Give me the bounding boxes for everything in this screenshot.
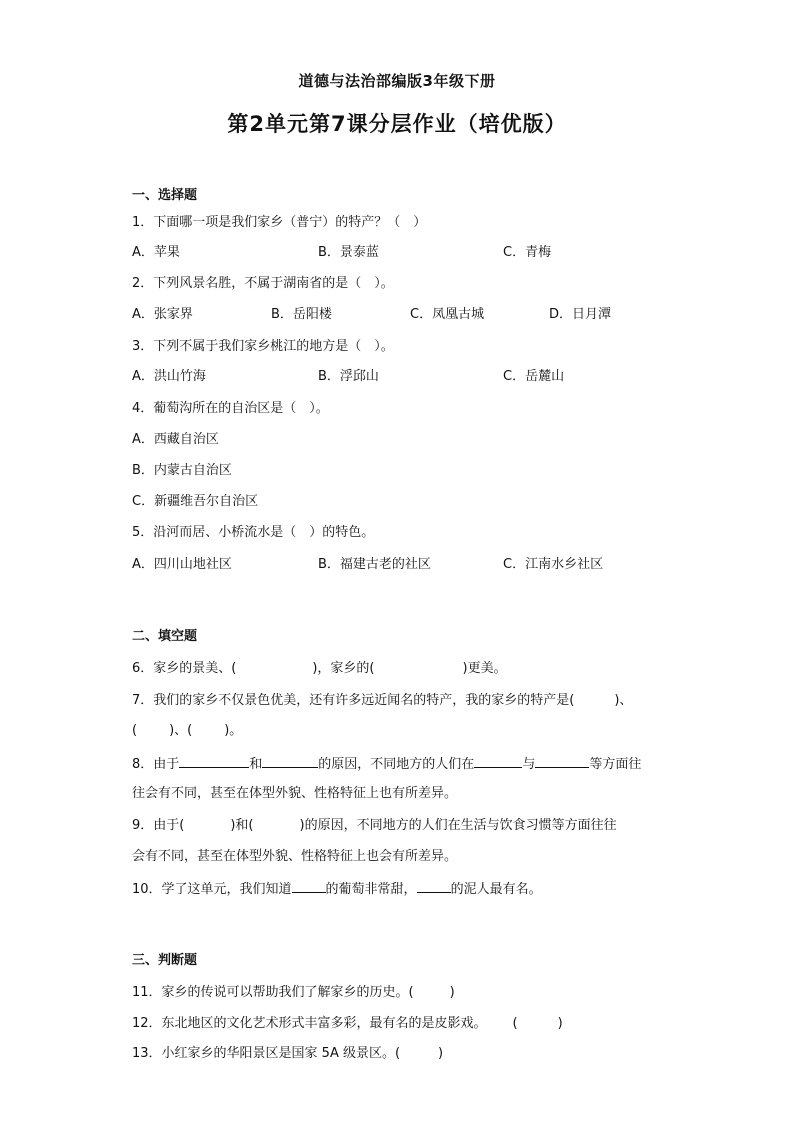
q7-text-1: 7．我们的家乡不仅景色优美，还有许多远近闻名的特产，我的家乡的特产是(	[132, 693, 575, 708]
q8-blank-3[interactable]	[474, 754, 522, 768]
q7-text-5: )。	[224, 723, 243, 738]
q8-blank-1[interactable]	[179, 754, 249, 768]
question-5: 5．沿河而居、小桥流水是（ ）的特色。	[132, 525, 375, 540]
question-13	[132, 1045, 443, 1063]
q1-option-a: A．苹果	[132, 245, 180, 260]
q4-option-a: A．西藏自治区	[132, 432, 219, 447]
q12-text-3: )	[557, 1016, 563, 1031]
question-9-line-1	[132, 817, 617, 835]
q2-option-d: D．日月潭	[549, 307, 612, 322]
question-4: 4．葡萄沟所在的自治区是（ ）。	[132, 401, 329, 416]
q8-text-1: 8．由于	[132, 757, 180, 772]
question-6	[132, 660, 507, 678]
q8-blank-2[interactable]	[262, 754, 318, 768]
q6-text-2: )，家乡的(	[312, 661, 375, 676]
q7-text-4: )、(	[169, 723, 193, 738]
question-8-line-2: 往会有不同，甚至在体型外貌、性格特征上也有所差异。	[132, 786, 458, 801]
q2-option-b: B．岳阳楼	[271, 307, 332, 322]
q1-option-b: B．景泰蓝	[318, 245, 379, 260]
q4-option-c: C．新疆维吾尔自治区	[132, 494, 259, 509]
q8-blank-4[interactable]	[535, 754, 589, 768]
question-1: 1．下面哪一项是我们家乡（普宁）的特产？（ ）	[132, 215, 427, 230]
q7-text-2: )、	[614, 693, 633, 708]
q10-text-1: 10．学了这单元，我们知道	[132, 882, 292, 897]
q8-text-3: 的原因，不同地方的人们在	[318, 757, 475, 772]
q5-option-a: A．四川山地社区	[132, 557, 232, 572]
q3-option-b: B．浮邱山	[318, 369, 379, 384]
section-heading-fill: 二、填空题	[132, 629, 198, 644]
q4-option-b: B．内蒙古自治区	[132, 463, 232, 478]
q12-text-1: 12．东北地区的文化艺术形式丰富多彩，最有名的是皮影戏。	[132, 1016, 487, 1031]
question-7-line-2	[132, 722, 242, 740]
q10-text-3: 的泥人最有名。	[450, 882, 542, 897]
q8-text-4: 与	[522, 757, 536, 772]
q2-option-c: C．凤凰古城	[410, 307, 485, 322]
question-9-line-2: 会有不同，甚至在体型外貌、性格特征上也会有所差异。	[132, 849, 458, 864]
q13-text-2: )	[438, 1046, 444, 1061]
question-8-line-1	[132, 754, 641, 774]
q10-blank-1[interactable]	[292, 879, 326, 893]
q11-text-2: )	[449, 985, 455, 1000]
section-heading-judge: 三、判断题	[132, 953, 198, 968]
section-heading-choice: 一、选择题	[132, 188, 198, 203]
q9-text-2: )和(	[230, 818, 254, 833]
q8-text-5: 等方面往	[589, 757, 642, 772]
q9-text-3: )的原因，不同地方的人们在生活与饮食习惯等方面往往	[299, 818, 617, 833]
question-11	[132, 984, 455, 1002]
question-12	[132, 1015, 563, 1033]
q11-text-1: 11．家乡的传说可以帮助我们了解家乡的历史。(	[132, 985, 414, 1000]
q13-text-1: 13．小红家乡的华阳景区是国家 5A 级景区。(	[132, 1046, 401, 1061]
q3-option-a: A．洪山竹海	[132, 369, 206, 384]
question-2: 2．下列风景名胜，不属于湖南省的是（ ）。	[132, 276, 394, 291]
q5-option-c: C．江南水乡社区	[503, 557, 604, 572]
q9-text-1: 9．由于(	[132, 818, 185, 833]
q6-text-3: )更美。	[462, 661, 507, 676]
question-10	[132, 879, 542, 899]
q7-text-3: (	[132, 723, 138, 738]
question-3: 3．下列不属于我们家乡桃江的地方是（ ）。	[132, 339, 394, 354]
q10-blank-2[interactable]	[417, 879, 451, 893]
question-7-line-1	[132, 692, 632, 710]
q3-option-c: C．岳麓山	[503, 369, 565, 384]
q12-text-2: (	[512, 1016, 518, 1031]
q2-option-a: A．张家界	[132, 307, 193, 322]
q1-option-c: C．青梅	[503, 245, 552, 260]
q5-option-b: B．福建古老的社区	[318, 557, 431, 572]
q6-text-1: 6．家乡的景美、(	[132, 661, 237, 676]
q10-text-2: 的葡萄非常甜，	[325, 882, 417, 897]
q8-text-2: 和	[249, 757, 263, 772]
worksheet-subtitle: 道德与法治部编版3年级下册	[298, 72, 496, 90]
worksheet-title: 第2单元第7课分层作业（培优版）	[227, 112, 567, 136]
